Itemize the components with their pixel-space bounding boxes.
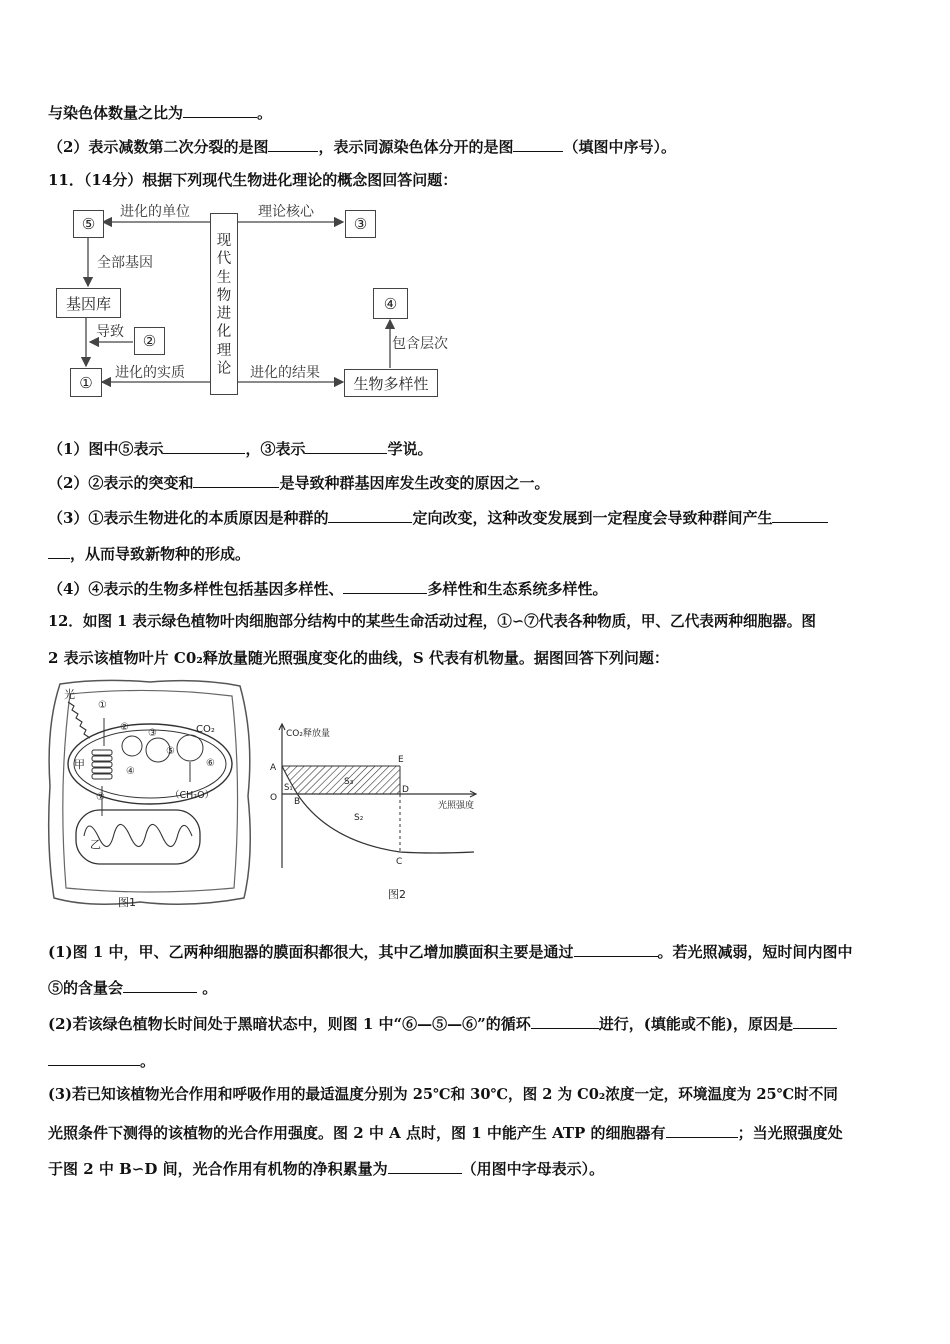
q10-line1-text: 与染色体数量之比为 (48, 104, 184, 122)
calvin-cycle-1 (122, 736, 142, 756)
q11-4-a: （4）④表示的生物多样性包括基因多样性、 (48, 580, 344, 598)
answer-blank[interactable] (48, 543, 70, 559)
mitochondrion-outer (76, 810, 200, 864)
fig2-O: O (270, 793, 278, 803)
fig2-S1: S₁ (284, 783, 293, 793)
s3-region (282, 766, 400, 794)
fig2-C: C (396, 857, 403, 867)
answer-blank[interactable] (305, 438, 387, 454)
q12-p1-b: 。若光照减弱，短时间内图中 (657, 943, 853, 961)
fig2-S2: S₂ (354, 813, 364, 823)
q10-line2-a: （2）表示减数第二次分裂的是图 (48, 138, 269, 156)
label-essence: 进化的实质 (115, 365, 185, 381)
box-1: ① (70, 368, 102, 397)
answer-blank[interactable] (328, 507, 412, 523)
q12-p3-a: (3)若已知该植物光合作用和呼吸作用的最适温度分别为 25℃和 30℃，图 2 为 C0₂浓度一定，环境温度为 25℃时不同 (48, 1086, 838, 1103)
q11-1-c: 学说。 (387, 440, 433, 458)
label-result: 进化的结果 (250, 365, 320, 381)
cell-wall (49, 680, 251, 904)
box-4: ④ (373, 288, 408, 319)
answer-blank[interactable] (531, 1013, 599, 1029)
q11-1-b: ，③表示 (245, 440, 306, 458)
q11-2-b: 是导致种群基因库发生改变的原因之一。 (279, 474, 550, 492)
fig1-yi: 乙 (90, 838, 101, 851)
q11-3-cont (48, 543, 250, 564)
fig1-light: 光 (64, 688, 75, 701)
q12-p3-d: 于图 2 中 B∽D 间，光合作用有机物的净积累量为 (48, 1160, 388, 1178)
box-5: ⑤ (73, 210, 104, 238)
q12-p1-cont (48, 977, 217, 998)
box-3: ③ (345, 210, 376, 238)
fig2-B: B (294, 797, 301, 807)
fig2-D: D (402, 785, 409, 795)
q12-p2-a: (2)若该绿色植物长时间处于黑暗状态中，则图 1 中“⑥—⑤—⑥”的循环 (48, 1015, 531, 1033)
answer-blank[interactable] (163, 438, 245, 454)
q12-p1 (48, 941, 853, 962)
fig1-co2: CO₂ (196, 724, 215, 735)
q12-p3-line3 (48, 1158, 604, 1179)
q10-line1-end: 。 (257, 104, 273, 122)
box-2: ② (134, 327, 165, 355)
answer-blank[interactable] (666, 1122, 738, 1138)
calvin-cycle-3 (177, 735, 203, 761)
fig1-jia: 甲 (74, 758, 85, 771)
q11-4 (48, 578, 607, 599)
q11-2 (48, 472, 549, 493)
q11-3-b: 定向改变，这种改变发展到一定程度会导致种群间产生 (412, 509, 773, 527)
q12-intro1: 12．如图 1 表示绿色植物叶肉细胞部分结构中的某些生命活动过程，①∽⑦代表各种物质，甲、乙代表两种细胞器。图 (48, 613, 816, 630)
answer-blank[interactable] (772, 507, 828, 523)
fig1-ch2o: （CH₂O） (170, 790, 215, 801)
q12-p1-d: 。 (197, 979, 218, 997)
grana-stack (92, 750, 112, 779)
q12-p3-c: ；当光照强度处 (737, 1124, 843, 1142)
fig1-n5: ⑤ (166, 746, 175, 757)
center-text: 现代生物进化理论 (216, 233, 232, 378)
answer-blank[interactable] (343, 578, 427, 594)
fig1-n3: ③ (148, 728, 157, 739)
q11-3-c: ，从而导致新物种的形成。 (70, 545, 251, 563)
q12-p2-c: 。 (140, 1052, 156, 1070)
label-allgenes: 全部基因 (97, 255, 153, 271)
figure-2 (262, 716, 482, 906)
fig1-n7: ⑦ (96, 792, 105, 803)
fig1-n2: ② (120, 722, 129, 733)
answer-blank[interactable] (793, 1013, 837, 1029)
fig2-S3: S₃ (344, 777, 354, 787)
fig1-n4: ④ (126, 766, 135, 777)
answer-blank[interactable] (123, 977, 197, 993)
light-squiggle (68, 702, 90, 738)
fig2-caption: 图2 (388, 888, 406, 901)
q12-intro2: 2 表示该植物叶片 C0₂释放量随光照强度变化的曲线，S 代表有机物量。据图回答下列问题： (48, 649, 669, 667)
q11-2-a: （2）②表示的突变和 (48, 474, 194, 492)
fig2-A: A (270, 763, 277, 773)
q12-p2 (48, 1013, 837, 1034)
q11-3-a: （3）①表示生物进化的本质原因是种群的 (48, 509, 329, 527)
answer-blank[interactable] (388, 1158, 462, 1174)
q12-p3-line2 (48, 1122, 843, 1143)
answer-blank[interactable] (574, 941, 658, 957)
q11-header: 11．（14分）根据下列现代生物进化理论的概念图回答问题： (48, 171, 458, 189)
fig1-n1: ① (98, 700, 107, 711)
q11-1 (48, 438, 432, 459)
q12-p3-b: 光照条件下测得的该植物的光合作用强度。图 2 中 A 点时，图 1 中能产生 ATP 的细胞器有 (48, 1124, 666, 1142)
figure-1 (40, 676, 270, 916)
fig1-n6: ⑥ (206, 758, 215, 769)
concept-map (0, 0, 950, 420)
q10-line2-c: （填图中序号）。 (563, 138, 676, 156)
label-contain: 包含层次 (392, 336, 448, 352)
q12-p1-a: (1)图 1 中，甲、乙两种细胞器的膜面积都很大，其中乙增加膜面积主要是通过 (48, 943, 574, 961)
box-genepool: 基因库 (56, 288, 121, 318)
q10-line2-b: ，表示同源染色体分开的是图 (318, 138, 514, 156)
q12-p3-e: （用图中字母表示）。 (461, 1160, 605, 1178)
q12-p3 (48, 1085, 838, 1105)
q12-p2-cont (48, 1050, 155, 1071)
label-core: 理论核心 (258, 204, 314, 220)
answer-blank[interactable] (193, 472, 279, 488)
label-lead: 导致 (96, 324, 124, 340)
q11-1-a: （1）图中⑤表示 (48, 440, 164, 458)
fig1-caption: 图1 (118, 896, 136, 909)
fig2-E: E (398, 755, 404, 765)
q12-p1-c: ⑤的含量会 (48, 979, 124, 997)
fig2-xlabel: 光照强度 (438, 801, 475, 811)
fig2-ylabel: CO₂释放量 (286, 729, 330, 739)
box-biodiversity: 生物多样性 (344, 369, 438, 397)
q12-p2-b: 进行，(填能或不能)，原因是 (598, 1015, 793, 1033)
q11-4-b: 多样性和生态系统多样性。 (427, 580, 608, 598)
answer-blank[interactable] (48, 1050, 140, 1066)
q11-3 (48, 507, 828, 528)
label-unit: 进化的单位 (120, 204, 190, 220)
